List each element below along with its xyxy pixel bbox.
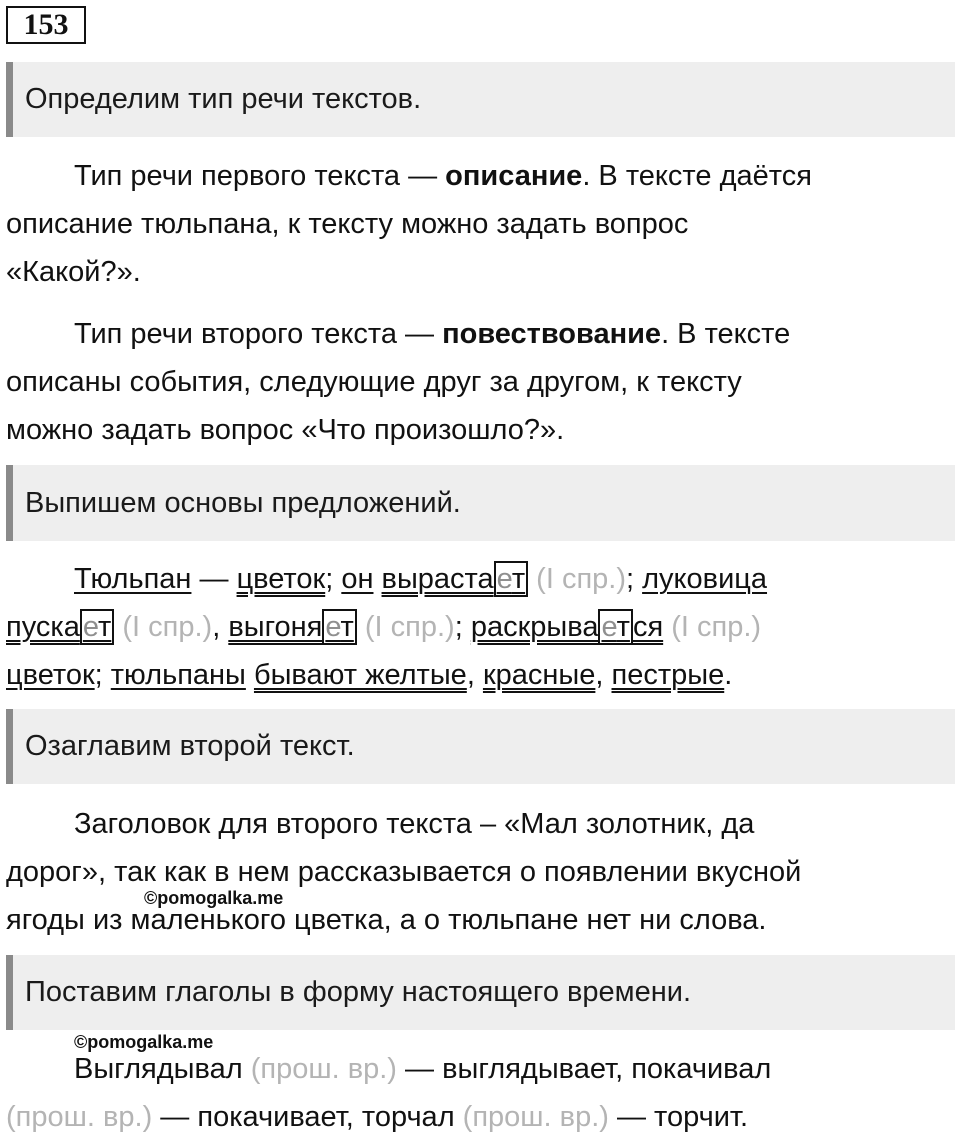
tense-note: (прош. вр.): [6, 1101, 153, 1133]
text-line: описаны события, следующие друг за другом, к тексту: [6, 366, 742, 398]
text-run: ;: [454, 611, 471, 643]
ending-vowel: е: [496, 563, 512, 595]
ending-vowel: е: [325, 611, 341, 643]
subject-word: цветок: [6, 659, 95, 691]
paragraph-sentence-bases: [6, 555, 946, 699]
conjugation-note: (I спр.): [114, 611, 213, 643]
ending-letter: т: [340, 611, 354, 643]
watermark: ©pomogalka.me: [74, 1032, 214, 1052]
bold-term: повествование: [442, 318, 662, 350]
text-run: ;: [94, 659, 111, 691]
conjugation-note: (I спр.): [528, 563, 626, 595]
text-run: Выглядывал: [74, 1053, 243, 1085]
predicate-word: [228, 609, 357, 645]
subject-word: Тюльпан: [74, 563, 192, 595]
text-run: — покачивает, торчал: [152, 1101, 463, 1133]
predicate-word: [382, 561, 529, 597]
verb-ending-box: [80, 609, 114, 645]
predicate-word: пестрые: [611, 659, 725, 691]
verb-ending-box: [494, 561, 528, 597]
predicate-word: [6, 609, 114, 645]
word-stem: выраста: [381, 563, 494, 595]
section-heading-sentence-bases: Выпишем основы предложений.: [6, 465, 955, 541]
text-line: ягоды из маленького цветка, а о тюльпане нет ни слова.: [6, 904, 767, 936]
text-run: . В тексте: [661, 318, 791, 350]
text-run: .: [724, 659, 733, 691]
paragraph-first-text: [6, 152, 946, 296]
word-suffix: ся: [632, 611, 664, 643]
word-stem: пуска: [6, 611, 80, 643]
text-run: . В тексте даётся: [582, 160, 812, 192]
verb-ending-box: [322, 609, 356, 645]
ending-letter: т: [511, 563, 526, 595]
text-run: [373, 563, 381, 595]
exercise-number: 153: [6, 6, 86, 44]
paragraph-second-text: [6, 310, 946, 454]
ending-vowel: е: [601, 611, 617, 643]
paragraph-title: [6, 800, 946, 944]
bold-term: описание: [445, 160, 583, 192]
text-run: ,: [595, 659, 612, 691]
text-run: ,: [466, 659, 483, 691]
predicate-word: бывают желтые: [253, 659, 467, 691]
subject-word: тюльпаны: [110, 659, 246, 691]
ending-vowel: е: [82, 611, 99, 643]
text-line: дорог», так как в нем рассказывается о появлении вкусной: [6, 856, 802, 888]
conjugation-note: (I спр.): [356, 611, 455, 643]
subject-word: он: [341, 563, 374, 595]
text-run: — торчит.: [608, 1101, 749, 1133]
subject-word: луковица: [642, 563, 768, 595]
text-line: Заголовок для второго текста – «Мал золотник, да: [74, 808, 755, 840]
section-heading-title: Озаглавим второй текст.: [6, 709, 955, 784]
predicate-word: [471, 609, 663, 645]
conjugation-note: (I спр.): [663, 611, 762, 643]
section-heading-present-tense: Поставим глаголы в форму настоящего времени.: [6, 955, 955, 1030]
paragraph-present-tense: [6, 1045, 946, 1139]
word-stem: выгоня: [228, 611, 323, 643]
ending-letter: т: [616, 611, 630, 643]
text-run: [246, 659, 254, 691]
text-run: Тип речи второго текста —: [74, 318, 443, 350]
text-line: можно задать вопрос «Что произошло?».: [6, 414, 565, 446]
text-run: ,: [212, 611, 229, 643]
text-run: Тип речи первого текста —: [74, 160, 446, 192]
word-stem: раскрыва: [470, 611, 599, 643]
ending-letter: т: [98, 611, 112, 643]
tense-note: (прош. вр.): [242, 1053, 397, 1085]
text-line: «Какой?».: [6, 256, 141, 288]
text-line: описание тюльпана, к тексту можно задать вопрос: [6, 208, 689, 240]
tense-note: (прош. вр.): [462, 1101, 609, 1133]
text-run: ;: [325, 563, 342, 595]
section-heading-speech-type: Определим тип речи текстов.: [6, 62, 955, 137]
text-run: —: [191, 563, 237, 595]
watermark: ©pomogalka.me: [144, 888, 284, 908]
text-run: — выглядывает, покачивал: [396, 1053, 772, 1085]
predicate-word: красные: [482, 659, 596, 691]
predicate-word: цветок: [236, 563, 326, 595]
text-run: ;: [625, 563, 643, 595]
verb-ending-box: [598, 609, 632, 645]
